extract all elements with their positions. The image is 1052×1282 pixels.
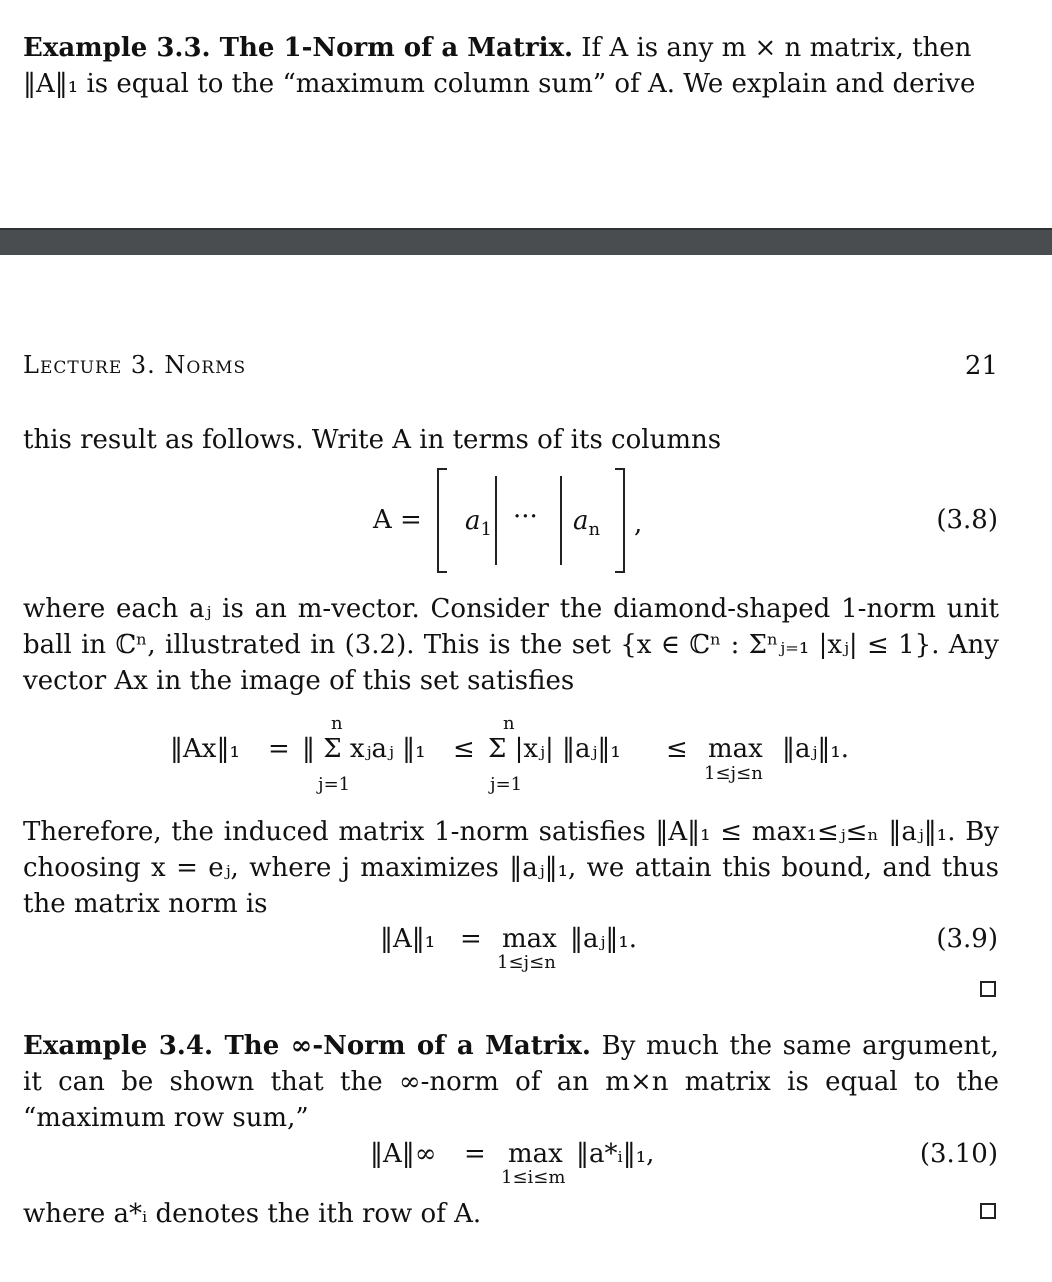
example-3-3-line2: ‖A‖₁ is equal to the “maximum column sum” of A. We explain and derive xyxy=(23,69,976,99)
eq-3-10-lhs: ‖A‖∞ xyxy=(370,1139,437,1169)
eq-3-9-number: (3.9) xyxy=(936,924,998,954)
sum2-upper: n xyxy=(503,713,515,734)
ineq-max: max xyxy=(708,734,763,764)
column-an: $a_n$ xyxy=(573,506,601,540)
left-bracket xyxy=(437,468,447,573)
page-21 xyxy=(0,255,1052,1282)
ineq-le1: ≤ xyxy=(453,734,475,764)
unit-ball-paragraph: where each aⱼ is an m-vector. Consider the diamond-shaped 1-norm unit ball in ℂⁿ, illustrated in (3.2). This is the set {x ∈ ℂⁿ : Σⁿⱼ₌₁ |xⱼ| ≤ 1}. Any vector Ax in the image of this set satisfies xyxy=(23,594,999,696)
eq-3-9-lhs: ‖A‖₁ xyxy=(380,924,436,954)
sum1-lower: j=1 xyxy=(318,774,351,795)
eq-3-9-max: max xyxy=(502,924,557,954)
eq-3-9-eq: = xyxy=(460,924,482,954)
page-number: 21 xyxy=(964,351,998,381)
page-divider xyxy=(0,228,1052,255)
qed-square xyxy=(980,981,996,997)
qed-square xyxy=(980,1203,996,1219)
ineq-term3: ‖aⱼ‖₁. xyxy=(782,734,850,764)
eq-3-9-rhs: ‖aⱼ‖₁. xyxy=(570,924,638,954)
sum2-lower: j=1 xyxy=(490,774,523,795)
eq-3-10-range: 1≤i≤m xyxy=(501,1167,566,1188)
ineq-le2: ≤ xyxy=(666,734,688,764)
eq-3-10-number: (3.10) xyxy=(919,1139,998,1169)
previous-page-fragment xyxy=(0,0,1052,228)
eq-3-8-number: (3.8) xyxy=(936,505,998,535)
example-3-3-line1: If A is any m × n matrix, then xyxy=(581,33,972,63)
column-matrix xyxy=(437,468,625,573)
example-3-3-paragraph xyxy=(23,30,999,102)
ineq-term2: Σ |xⱼ| ‖aⱼ‖₁ xyxy=(488,734,621,764)
eq-3-9-range: 1≤j≤n xyxy=(497,952,556,973)
column-separator xyxy=(560,476,562,565)
ineq-max-range: 1≤j≤n xyxy=(704,763,763,784)
ineq-term1: ‖ Σ xⱼaⱼ ‖₁ xyxy=(302,734,426,764)
therefore-paragraph: Therefore, the induced matrix 1-norm satisfies ‖A‖₁ ≤ max₁≤ⱼ≤ₙ ‖aⱼ‖₁. By choosing x = eⱼ, where j maximizes ‖aⱼ‖₁, we attain this bound, and thus the matrix norm is xyxy=(23,817,999,919)
column-separator xyxy=(495,476,497,565)
column-ellipsis: ··· xyxy=(513,502,538,532)
ineq-lhs: ‖Ax‖₁ xyxy=(170,734,240,764)
example-3-3-title: Example 3.3. The 1-Norm of a Matrix. xyxy=(23,33,573,63)
eq-3-8-comma: , xyxy=(634,509,643,539)
example-3-4-title: Example 3.4. The ∞-Norm of a Matrix. xyxy=(23,1031,591,1061)
closing-line: where a*ᵢ denotes the ith row of A. xyxy=(23,1199,482,1229)
column-a1: $a_1$ xyxy=(465,506,492,540)
eq-3-8-lhs: A = xyxy=(373,505,422,535)
intro-line: this result as follows. Write A in terms of its columns xyxy=(23,425,722,455)
ineq-eq: = xyxy=(268,734,290,764)
right-bracket xyxy=(615,468,625,573)
example-3-4-paragraph xyxy=(23,1028,999,1136)
example-3-4-text: By much the same argument, it can be shown that the ∞-norm of an m×n matrix is equal to the “maximum row sum,” xyxy=(23,1031,1000,1133)
sum1-upper: n xyxy=(331,713,343,734)
eq-3-10-max: max xyxy=(508,1139,563,1169)
eq-3-10-eq: = xyxy=(464,1139,486,1169)
eq-3-10-rhs: ‖a*ᵢ‖₁, xyxy=(576,1139,655,1169)
running-head: Lecture 3. Norms xyxy=(23,351,247,379)
